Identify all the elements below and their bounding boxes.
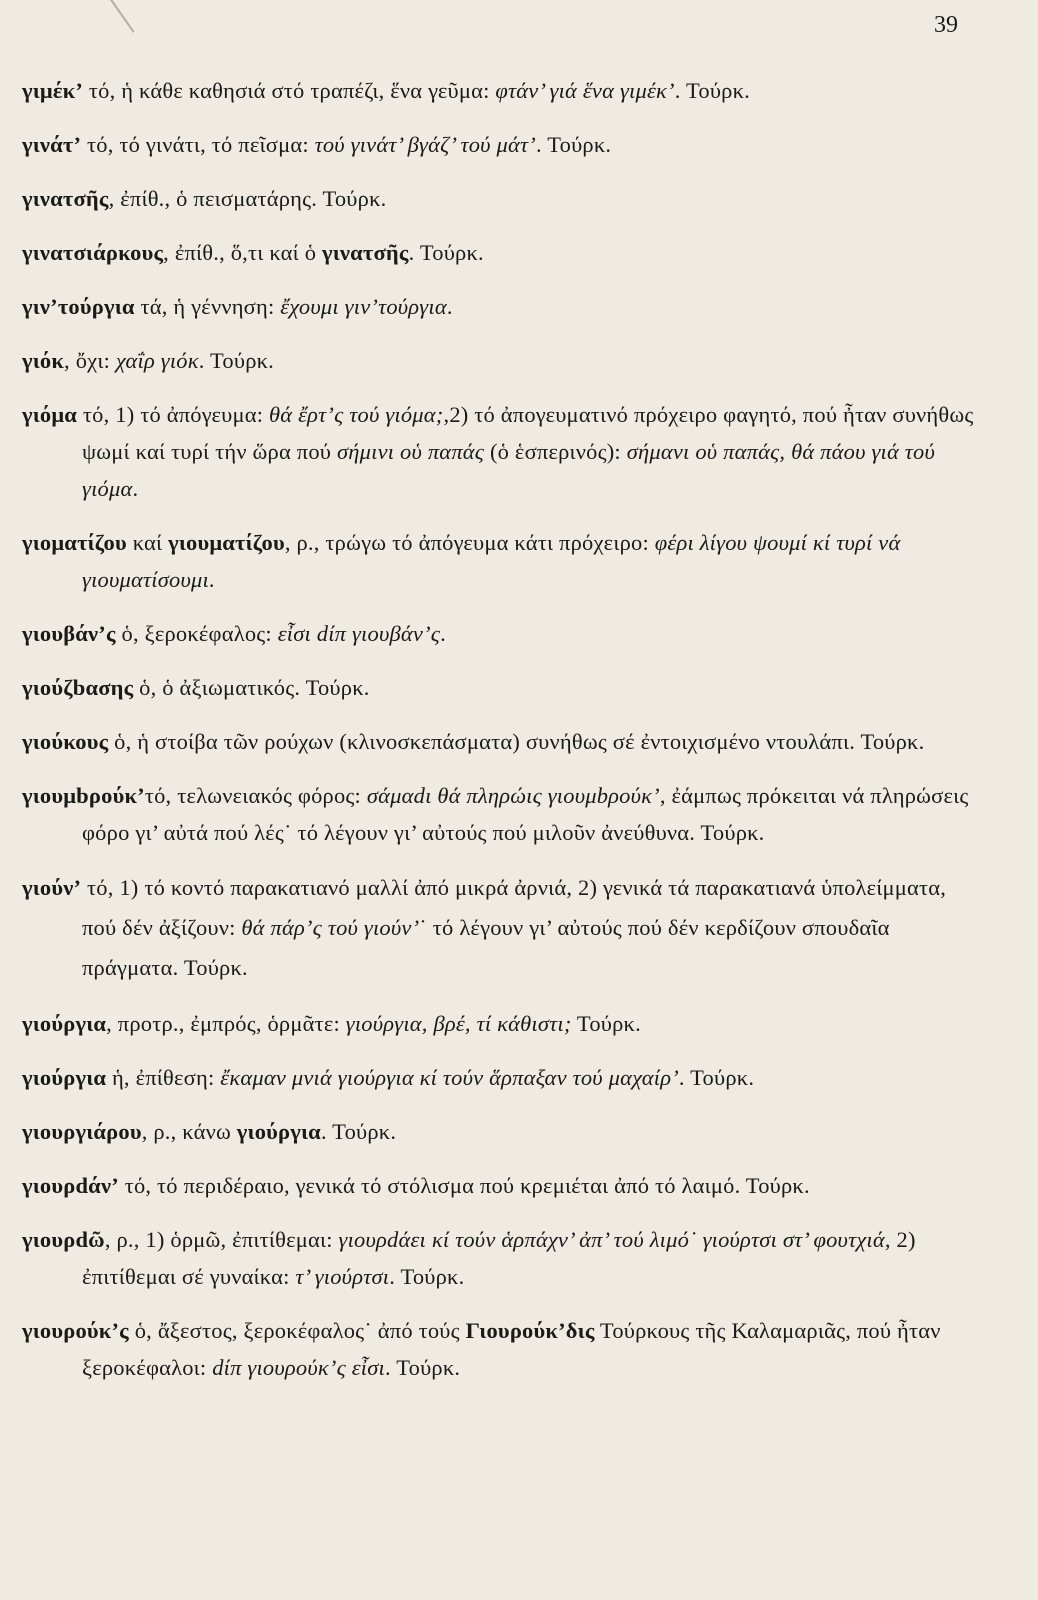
entry-example: σήμινι οὑ παπάς [336,439,485,464]
entry-definition: τό, 1) τό ἀπόγευμα: [77,402,270,427]
entry-headword: γιουρdῶ [22,1227,105,1252]
entry-example: χαΐρ γιόκ [115,348,199,373]
entry-example: τ’ γιούρτσι [295,1264,390,1289]
entry-tail: . Τούρκ. [535,132,612,157]
entry-headword: γιούργια [22,1065,107,1090]
entry-example: θά πάρ’ς τού γιούν’ [241,915,420,940]
entry-tail: . Τούρκ. [389,1264,465,1289]
entry-headword: γιουβάν’ς [22,621,116,646]
entry-gioumbrouk [22,777,982,851]
entry-definition: ἡ, ἐπίθεση: [106,1065,221,1090]
entry-gioukous [22,723,982,760]
entry-giourdan [22,1167,982,1204]
entry-tail: . Τούρκ. [198,348,274,373]
entry-giouvans [22,615,982,652]
entry-example: ἔκαμαν μνιά γιούργια κί τούν ἅρπαξαν τού μαχαίρ’ [220,1065,679,1090]
entry-definition: ὁ, ἡ στοίβα τῶν ρούχων (κλινοσκεπάσματα) συνήθως σέ ἐντοιχισμένο ντουλάπι. Τούρκ. [108,729,925,754]
entry-tail: (ὁ ἑσπερινός): [484,439,627,464]
entry-giouzbasis [22,669,982,706]
entry-example: dίπ γιουρούκ’ς εἶσι [212,1355,385,1380]
entry-gioma [22,396,982,507]
entry-definition: , προτρ., ἐμπρός, ὁρμᾶτε: [106,1011,346,1036]
entry-tail: . Τούρκ. [678,1065,755,1090]
entry-example: γιουρdάει κί τούν ἁρπάχν’ ἀπ’ τού λιμό˙ γιούρτσι στ’ φουτχιά [338,1227,885,1252]
entry-tail: . [208,567,215,592]
entry-crossref: γιούργια [236,1119,321,1144]
entry-example: τού γινάτ’ βγάζ’ τού μάτ’ [314,132,536,157]
entry-definition: τό, τελωνειακός φόρος: [144,783,367,808]
entry-definition: , ἐπίθ., ὅ,τι καί ὁ [163,240,323,265]
entry-headword: γινάτ’ [22,132,82,157]
entry-headword: γιουρούκ’ς [22,1318,129,1343]
entry-tail: . Τούρκ. [385,1355,461,1380]
entry-example: θά ἔρτ’ς τού γιόμα; [269,402,444,427]
entry-giourgiarou [22,1113,982,1150]
entry-definition: τό, 1) τό κοντό παρακατιανό μαλλί ἀπό μικρά ἀρνιά, 2) γενικά τά παρακατιανά ὑπολείμματα, πού δέν ἀξίζουν: [81,875,947,940]
entry-headword: γιουμbρούκ’ [22,783,145,808]
entry-definition: , ἐπίθ., ὁ πεισματάρης. Τούρκ. [108,186,387,211]
entry-definition: ὁ, ὁ ἀξιωματικός. Τούρκ. [133,675,370,700]
entry-example: εἶσι dίπ γιουβάν’ς [277,621,441,646]
entry-headword: γιουργιάρου [22,1119,142,1144]
entry-headword: γιοματίζου [22,530,127,555]
entry-definition: ὁ, ξεροκέφαλος: [115,621,278,646]
entry-tail: ˙ τό λέγουν γι’ αὐτούς πού δέν κερδίζουν σπουδαῖα πράγματα. Τούρκ. [82,915,890,980]
entry-definition: ὁ, ἄξεστος, ξεροκέφαλος˙ ἀπό τούς [128,1318,466,1343]
entry-definition: καί [126,530,169,555]
entry-headword: γιούζbασης [22,675,134,700]
entry-tail: ,2) τό ἀπογευματινό πρόχειρο φαγητό, πού ἦταν συνήθως ψωμί καί τυρί τήν ὥρα πού [82,402,974,464]
entry-headword: γινατσιάρκους [22,240,164,265]
entry-example: σάμαdι θά πληρώις γιουμbρούκ’ [366,783,660,808]
entry-ginat [22,126,982,163]
entry-crossref: γιουματίζου [168,530,285,555]
entry-tail: . [132,476,139,501]
entry-headword: γιουρdάν’ [22,1173,119,1198]
entry-definition: τό, τό γινάτι, τό πεῖσμα: [81,132,315,157]
entry-headword: γιμέκ’ [22,78,84,103]
entry-headword: γιούν’ [22,875,82,900]
entry-crossref: Γιουρούκ’δις [465,1318,595,1343]
entry-gimek [22,72,982,109]
entry-tail: . Τούρκ. [320,1119,397,1144]
entry-giomatizou [22,524,982,598]
entry-crossref: γινατσῆς [322,240,409,265]
entry-example: γιούργια, βρέ, τί κάθιστι; [345,1011,572,1036]
entry-tail: , 2) ἐπιτίθεμαι σέ γυναίκα: [82,1227,916,1289]
entry-gintourgia [22,288,982,325]
page-number: 39 [934,12,958,38]
entry-definition: , ρ., 1) ὁρμῶ, ἐπιτίθεμαι: [104,1227,339,1252]
entry-definition: , ρ., κάνω [141,1119,237,1144]
entry-tail: . Τούρκ. [674,78,750,103]
entry-tail: . Τούρκ. [408,240,484,265]
entry-tail: Τούρκ. [571,1011,641,1036]
entry-giok [22,342,982,379]
entry-example: φτάν’ γιά ἕνα γιμέκ’ [495,78,675,103]
entry-definition: , ὄχι: [64,348,116,373]
entry-example: ἔχουμι γιν’τούργια [280,294,447,319]
entry-tail: . [446,294,453,319]
entry-headword: γινατσῆς [22,186,109,211]
entry-tail: , ἐάμπως πρόκειται νά πληρώσεις φόρο γι’ αὐτά πού λές˙ τό λέγουν γι’ αὐτούς πού μιλοῦν ἀνεύθυνα. Τούρκ. [82,783,969,845]
entry-giourgia-1 [22,1005,982,1042]
entry-definition: τά, ἡ γέννηση: [134,294,281,319]
entry-definition: τό, τό περιδέραιο, γενικά τό στόλισμα πού κρεμιέται ἀπό τό λαιμό. Τούρκ. [118,1173,810,1198]
entry-headword: γιόκ [22,348,65,373]
entry-giourgia-2 [22,1059,982,1096]
entry-tail: . [440,621,446,646]
entry-headword: γιούκους [22,729,109,754]
entry-gioun [22,868,982,988]
entry-tail: Τούρκους τῆς Καλαμαριᾶς, πού ἦταν ξεροκέφαλοι: [82,1318,941,1380]
entry-ginatsiarkous [22,234,982,271]
entry-example: σήμανι οὑ παπάς, θά πάου γιά τού γιόμα [82,439,936,501]
entry-example: φέρι λίγου ψουμί κί τυρί νά γιουματίσουμι [82,530,901,592]
entry-headword: γιόμα [22,402,78,427]
entry-definition: τό, ἡ κάθε καθησιά στό τραπέζι, ἕνα γεῦμα: [83,78,496,103]
entry-headword: γιούργια [22,1011,107,1036]
entry-headword: γιν’τούργια [22,294,135,319]
entry-ginatsis [22,180,982,217]
entries-list [22,72,982,1403]
entry-tail: , ρ., τρώγω τό ἀπόγευμα κάτι πρόχειρο: [284,530,655,555]
entry-giourdo [22,1221,982,1295]
entry-giourouks [22,1312,982,1386]
scratch-mark [110,0,135,33]
